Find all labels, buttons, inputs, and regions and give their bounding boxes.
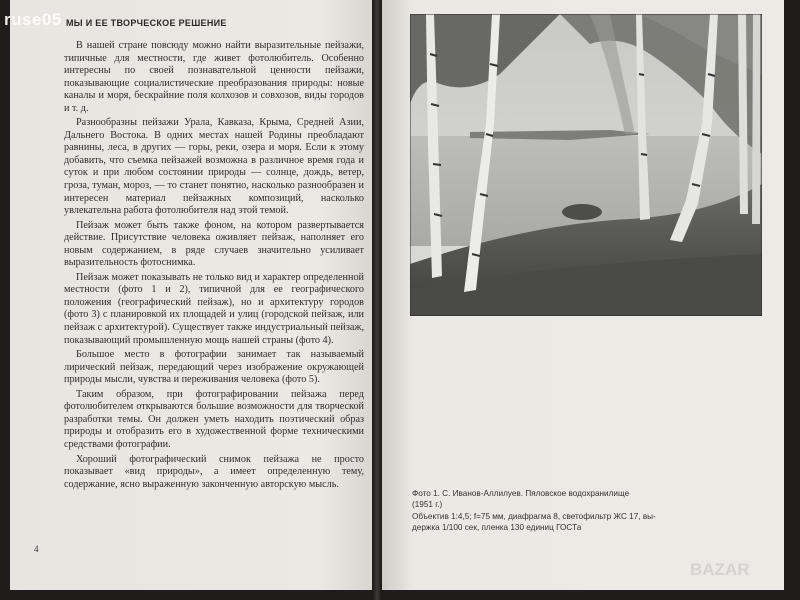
paragraph: Таким образом, при фотографировании пейзажа перед фотолюбителем открываются большие возможности для творческой разработки темы. Он должен уметь находить поэтический образ природы и отобразить его в художественной форме техническими средствами фотографии. <box>64 388 364 450</box>
paragraph: Разнообразны пейзажи Урала, Кавказа, Крыма, Средней Азии, Дальнего Востока. В одних местах нашей Родины преобладают равнины, леса, в других — горы, реки, озера и моря. Если к этому добавить, что съемка пейзажей возможна в различное время года и суток и при любом состоянии природы — солнце, дождь, ветер, гроза, туман, мороз, — то станет понятно, насколько разнообразен и интересен материал пейзажных композиций, насколько увлекательна работа фотолюбителя над этой темой. <box>64 117 364 217</box>
caption-line: (1951 г.) <box>412 500 443 510</box>
paragraph: Хороший фотографический снимок пейзажа не просто показывает «вид природы», а имеет определенную тему, содержание, ясно выраженную законченную авторскую мысль. <box>64 453 364 490</box>
photo-caption <box>412 488 764 533</box>
watermark-logo-bottom: BAZAR <box>690 560 750 579</box>
paragraph: Пейзаж может быть также фоном, на котором развертывается действие. Присутствие человека оживляет пейзаж, наполняет его новым содержанием, в ряде случаев значительно усиливает выразительность фотоснимка. <box>64 219 364 269</box>
caption-line: держка 1/100 сек, пленка 130 единиц ГОСТа <box>412 522 582 532</box>
landscape-photo <box>410 14 762 316</box>
paragraph: Большое место в фотографии занимает так называемый лирический пейзаж, передающий через изображение окружающей природы мысли, чувства и переживания человека (фото 5). <box>64 349 364 386</box>
caption-line: Фото 1. С. Иванов-Аллилуев. Пяловское водохранилище <box>412 489 630 498</box>
paragraph: Пейзаж может показывать не только вид и характер определенной местности (фото 1 и 2), типичной для ее географического положения (географический пейзаж), но и архитектуру городов (фото 3) с планировкой их площадей и улиц (городской пейзаж, или пейзаж с архитектурой). Существует также индустриальный пейзаж, показывающий промышленную мощь нашей страны (фото 4). <box>64 271 364 346</box>
page-number: 4 <box>34 544 39 554</box>
caption-line: Объектив 1:4,5; f=75 мм, диафрагма 8, светофильтр ЖС 17, вы- <box>412 511 656 521</box>
left-page <box>10 0 372 590</box>
paragraph: В нашей стране повсюду можно найти выразительные пейзажи, типичные для местности, где живет фотолюбитель. Особенно интересны по своей познавательной ценности пейзажи, показывающие социалистические преобразования природы: новые каналы и моря, бескрайние поля колхозов и совхозов, виды городов и т. д. <box>64 40 364 114</box>
watermark-logo: ruse05 <box>4 10 62 29</box>
body-text <box>64 40 364 493</box>
book-gutter <box>372 0 382 600</box>
section-heading: МЫ И ЕЕ ТВОРЧЕСКОЕ РЕШЕНИЕ <box>66 18 227 28</box>
